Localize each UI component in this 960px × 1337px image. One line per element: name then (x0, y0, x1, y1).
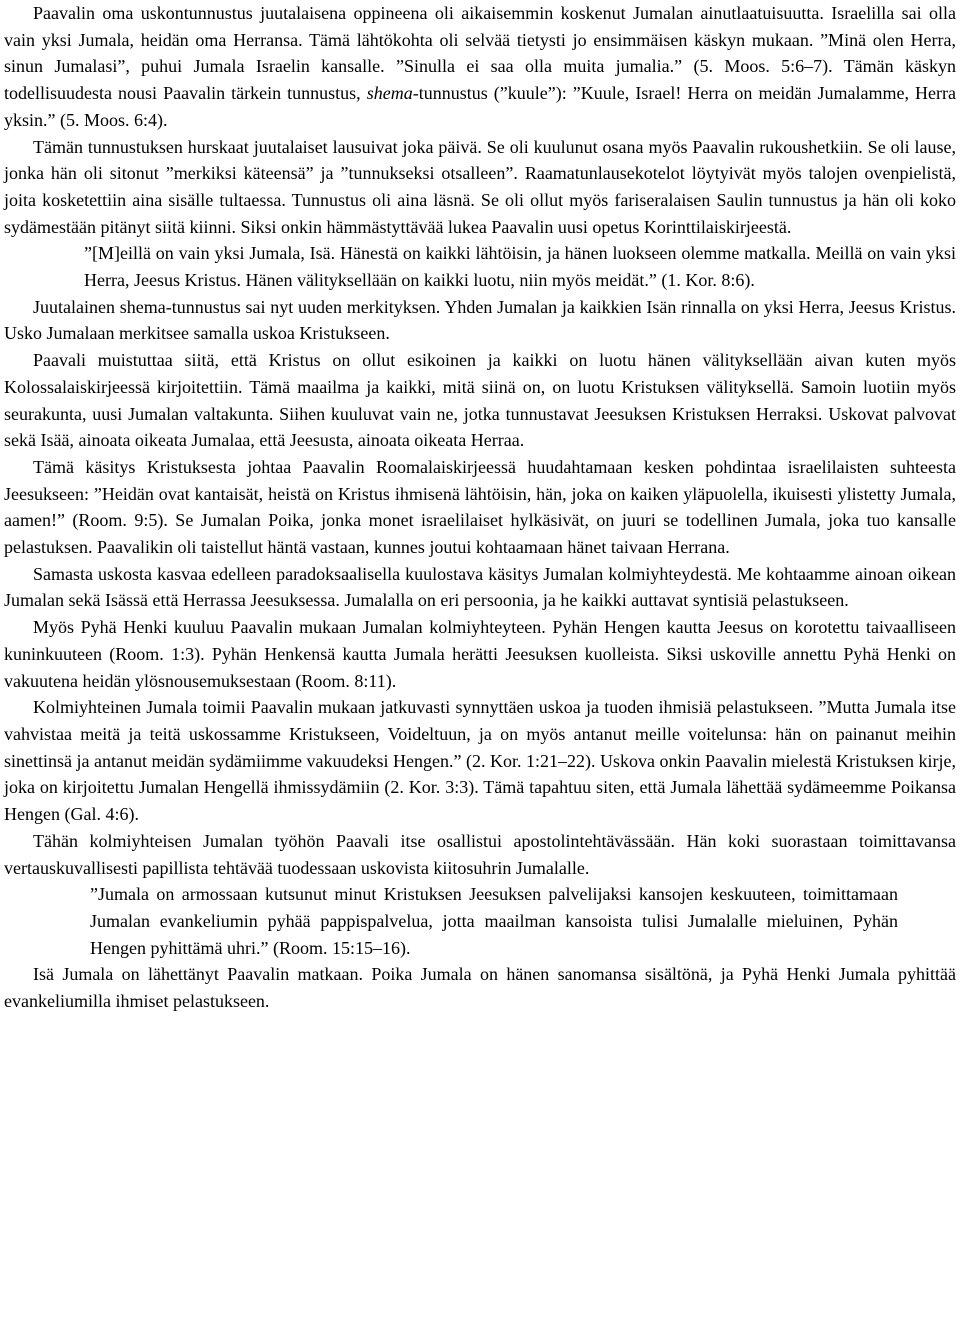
paragraph-6 (4, 561, 956, 614)
text-run: Tämän tunnustuksen hurskaat juutalaiset lausuivat joka päivä. Se oli kuulunut osana myös Paavalin rukoushetkiin. Se oli lause, jonka hän oli sitonut ”merkiksi käteensä” ja ”tunnukseksi otsalleen”. Raamatunlausekotelot löytyivät myös talojen ovenpielistä, joita kosketettiin aina sisälle tultaessa. Tunnustus oli aina läsnä. Se oli ollut myös fariseralaisen Saulin tunnustus ja hän oli koko sydämestään pitänyt siitä kiinni. Siksi onkin hämmästyttävää lukea Paavalin uusi opetus Korinttilaiskirjeestä. (4, 136, 956, 237)
text-run: -tunnustus (”kuule”): ”Kuule, Israel! Herra on meidän Jumalamme, Herra yksin.” (5. Moos. 6:4). (4, 83, 956, 130)
paragraph-9 (4, 828, 956, 881)
text-run: Tämä käsitys Kristuksesta johtaa Paavalin Roomalaiskirjeessä huudahtamaan kesken pohdintaa israelilaisten suhteesta Jeesukseen: ”Heidän ovat kantaisät, heistä on Kristus ihmisenä lähtöisin, hän, joka on kaiken yläpuolella, ikuisesti ylistetty Jumala, aamen!” (Room. 9:5). Se Jumalan Poika, jonka monet israelilaiset hylkäsivät, on juuri se todellinen Jumala, joka tuo kansalle pelastuksen. Paavalikin oli taistellut häntä vastaan, kunnes joutui kohtaamaan hänet taivaan Herrana. (4, 456, 956, 558)
text-run: Samasta uskosta kasvaa edelleen paradoksaalisella kuulostava käsitys Jumalan kolmiyhteydestä. Me kohtaamme ainoan oikean Jumalan sekä Isässä että Herrassa Jeesuksessa. Jumalalla on eri persoonia, ja he kaikki auttavat syntisiä pelastukseen. (4, 563, 956, 611)
quote-text: ”[M]eillä on vain yksi Jumala, Isä. Hänestä on kaikki lähtöisin, ja hänen luokseen olemme matkalla. Meillä on vain yksi Herra, Jeesus Kristus. Hänen välityksellään on kaikki luotu, niin myös meidät.” (1. Kor. 8:6). (84, 243, 956, 291)
block-quote-2 (90, 881, 898, 961)
text-run: Myös Pyhä Henki kuuluu Paavalin mukaan Jumalan kolmiyhteyteen. Pyhän Hengen kautta Jeesus on korotettu taivaalliseen kuninkuuteen (Room. 1:3). Pyhän Henkensä kautta Jumala herätti Jeesuksen kuolleista. Siksi uskoville annettu Pyhä Henki on vakuutena heidän ylösnousemuksestaan (Room. 8:11). (4, 617, 956, 691)
paragraph-8 (4, 694, 956, 828)
text-run: Kolmiyhteinen Jumala toimii Paavalin mukaan jatkuvasti synnyttäen uskoa ja tuoden ihmisiä pelastukseen. ”Mutta Jumala itse vahvistaa meitä ja teitä uskossamme Kristukseen, Voideltuun, ja on myös antanut meille voitelunsa: hän on painanut meihin sinettinsä ja antanut meidän sydämiimme vakuudeksi Hengen.” (2. Kor. 1:21–22). Uskova onkin Paavalin mielestä Kristuksen kirje, joka on kirjoitettu Jumalan Hengellä ihmissydämiin (2. Kor. 3:3). Tämä tapahtuu siten, että Jumala lähettää sydämeemme Poikansa Hengen (Gal. 4:6). (4, 697, 956, 825)
text-run: Juutalainen shema-tunnustus sai nyt uuden merkityksen. Yhden Jumalan ja kaikkien Isän rinnalla on yksi Herra, Jeesus Kristus. Usko Jumalaan merkitsee samalla uskoa Kristukseen. (4, 296, 956, 344)
paragraph-4 (4, 347, 956, 454)
text-run: Tähän kolmiyhteisen Jumalan työhön Paavali itse osallistui apostolintehtävässään. Hän koki suorastaan toimittavansa vertauskuvallisesti papillista tehtävää tuodessaan uskovista kiitosuhrin Jumalalle. (4, 830, 956, 878)
quote-text: ”Jumala on armossaan kutsunut minut Kristuksen Jeesuksen palvelijaksi kansojen keskuuteen, toimittamaan Jumalan evankeliumin pyhää pappispalvelua, jotta maailman kansoista tulisi Jumalalle mieluinen, Pyhän Hengen pyhittämä uhri.” (Room. 15:15–16). (90, 884, 898, 958)
text-run: Paavalin oma uskontunnustus juutalaisena oppineena oli aikaisemmin koskenut Jumalan ainutlaatuisuutta. Israelilla sai olla vain yksi Jumala, heidän oma Herransa. Tämä lähtökohta oli selvää tietysti jo ensimmäisen käskyn mukaan. ”Minä olen Herra, sinun Jumalasi”, puhui Jumala Israelin kansalle. ”Sinulla ei saa olla muita jumalia.” (5. Moos. 5:6–7). Tämän käskyn todellisuudesta nousi Paavalin tärkein tunnustus, (4, 3, 956, 104)
paragraph-7 (4, 614, 956, 694)
document-page (4, 0, 956, 1015)
italic-term-shema: shema (366, 83, 413, 104)
block-quote-1 (84, 240, 956, 293)
paragraph-2 (4, 134, 956, 241)
text-run: Paavali muistuttaa siitä, että Kristus on ollut esikoinen ja kaikki on luotu hänen välityksellään aivan kuten myös Kolossalaiskirjeessä kirjoitettiin. Tämä maailma ja kaikki, mitä siinä on, on luotu Kristuksen välityksellä. Samoin luotiin myös seurakunta, uusi Jumalan valtakunta. Siihen kuuluvat vain ne, jotka tunnustavat Jeesuksen Kristuksen Herraksi. Uskovat palvovat sekä Isää, ainoata oikeata Jumalaa, että Jeesusta, ainoata oikeata Herraa. (4, 350, 956, 451)
paragraph-3 (4, 294, 956, 347)
paragraph-5 (4, 454, 956, 561)
text-run: Isä Jumala on lähettänyt Paavalin matkaan. Poika Jumala on hänen sanomansa sisältönä, ja Pyhä Henki Jumala pyhittää evankeliumilla ihmiset pelastukseen. (4, 964, 956, 1012)
paragraph-10 (4, 961, 956, 1014)
paragraph-1 (4, 0, 956, 134)
